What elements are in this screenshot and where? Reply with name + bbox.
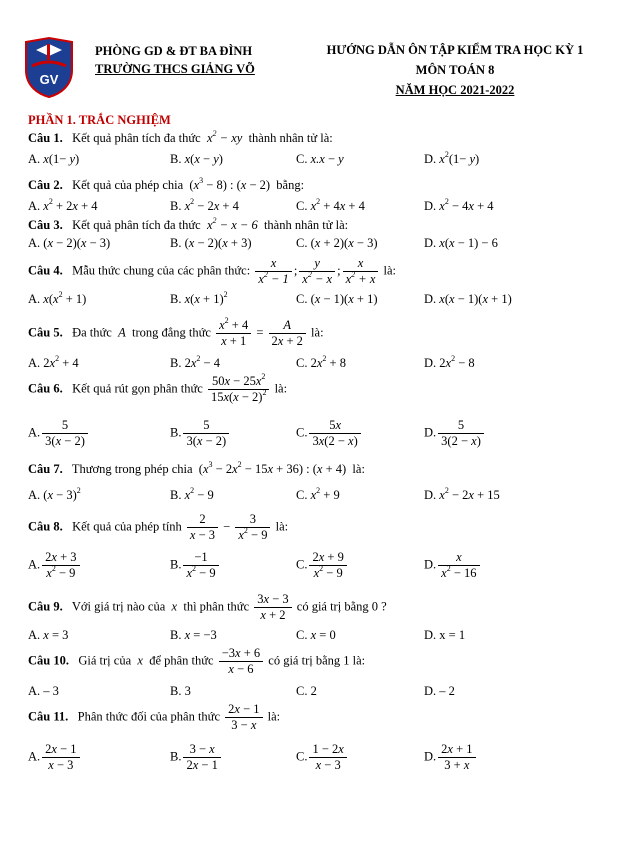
question-11: Câu 11. Phân thức đối của phân thức $\frac{2x - 1}{3 - x}$ là: [28,702,281,732]
question-4: Câu 4. Mẫu thức chung của các phân thức: $\frac{x}{x^2 - 1}$ ; $\frac{y}{x^2 - x}$ ; $\frac{x}{x^2 + x}$ là: [28,256,396,286]
question-2: Câu 2. Kết quả của phép chia $(x^3 - 8)$ : (x − 2) bằng: [28,176,305,192]
question-6: Câu 6. Kết quả rút gọn phân thức $\frac{50x - 25x^2}{15x(x - 2)^2}$ là: [28,372,288,404]
part-title: PHẦN 1. TRẮC NGHIỆM [28,113,171,127]
question-7: Câu 7. Thương trong phép chia $(x^3 - 2x^2 - 15x + 36)$ : (x + 4) là: [28,460,365,476]
document-title-block [290,40,620,100]
school-name: TRƯỜNG THCS GIẢNG VÕ [95,62,255,76]
school-logo [22,36,76,98]
question-5: Câu 5. Đa thức A trong đẳng thức $\frac{x^2 + 4}{x + 1}$ = $\frac{A}{2x + 2}$ là: [28,316,324,348]
department-name: PHÒNG GD & ĐT BA ĐÌNH [95,44,253,58]
svg-text:GV: GV [39,72,59,87]
question-1: Câu 1. Kết quả phân tích đa thức $x^2$ − xy thành nhân tử là: [28,129,333,145]
school-block [95,42,255,78]
question-9: Câu 9. Với giá trị nào của x thì phân thức $\frac{3x - 3}{x + 2}$ có giá trị bằng 0 ? [28,592,387,622]
document-title: HƯỚNG DẪN ÔN TẬP KIỂM TRA HỌC KỲ 1 [326,43,584,57]
school-year: NĂM HỌC 2021-2022 [395,83,515,97]
question-3: Câu 3. Kết quả phân tích đa thức $x^2 - x - 6$ thành nhân tử là: [28,216,349,232]
subject-name: MÔN TOÁN 8 [415,63,495,77]
question-10: Câu 10. Giá trị của x để phân thức $\frac{-3x + 6}{x - 6}$ có giá trị bằng 1 là: [28,646,366,676]
question-8: Câu 8. Kết quả của phép tính $\frac{2}{x - 3}$ − $\frac{3}{x^2 - 9}$ là: [28,512,289,542]
